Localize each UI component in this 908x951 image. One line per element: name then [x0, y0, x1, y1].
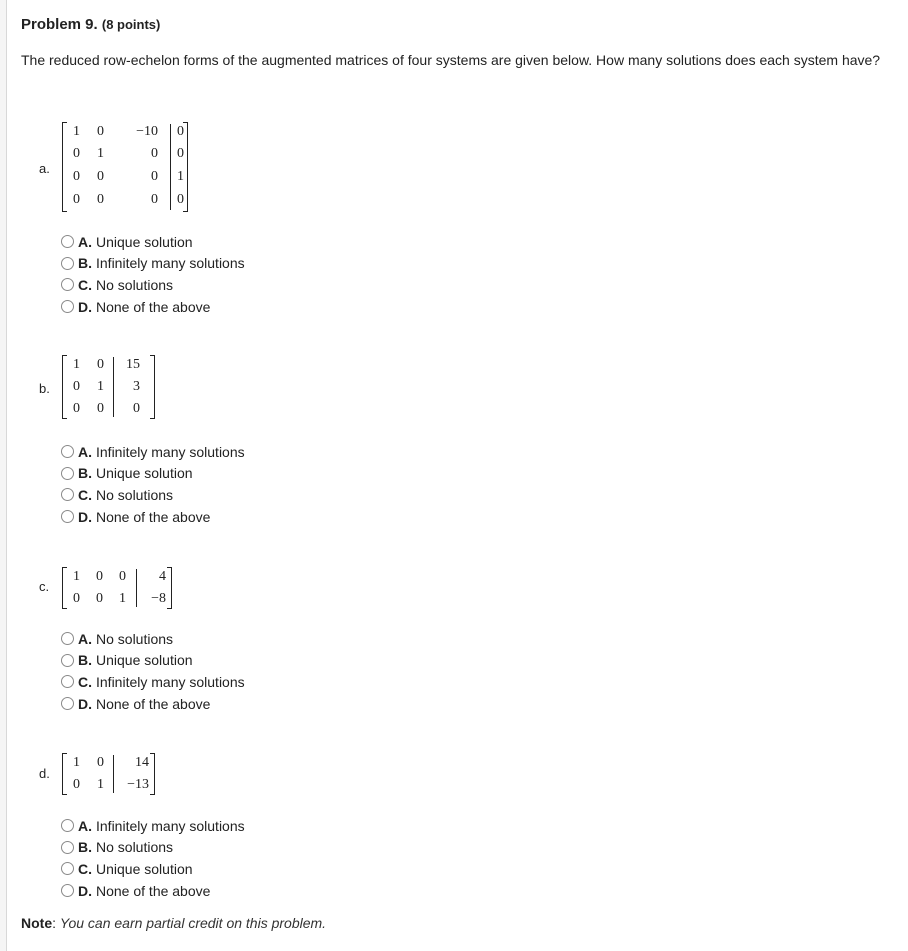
partial-credit-note: Note: You can earn partial credit on this problem.	[21, 915, 327, 931]
matrix-cell: −13	[127, 777, 149, 792]
option-letter: C.	[78, 673, 92, 690]
option-label: No solutions	[96, 276, 174, 293]
part-d-label: d.	[39, 766, 50, 781]
radio-button[interactable]	[61, 257, 74, 270]
option-letter: B.	[78, 465, 92, 482]
option-b-A[interactable]	[61, 441, 245, 463]
option-c-C[interactable]	[61, 671, 245, 693]
option-label: None of the above	[96, 508, 211, 525]
radio-button[interactable]	[61, 300, 74, 313]
option-c-B[interactable]	[61, 650, 245, 672]
radio-button[interactable]	[61, 510, 74, 523]
option-label: Unique solution	[96, 233, 193, 250]
option-label: Infinitely many solutions	[96, 443, 245, 460]
matrix-cell: 0	[73, 379, 80, 394]
option-d-B[interactable]	[61, 837, 245, 859]
option-label: Unique solution	[96, 860, 193, 877]
radio-button[interactable]	[61, 841, 74, 854]
matrix-cell: 0	[151, 169, 158, 184]
option-letter: A.	[78, 817, 92, 834]
part-b-options	[61, 441, 245, 527]
matrix-cell: 0	[151, 146, 158, 161]
question-text: The reduced row-echelon forms of the augmented matrices of four systems are given below. How many solutions does each system have?	[21, 52, 881, 68]
option-label: No solutions	[96, 630, 174, 647]
radio-button[interactable]	[61, 235, 74, 248]
radio-button[interactable]	[61, 697, 74, 710]
option-a-D[interactable]	[61, 296, 245, 318]
matrix-cell: 0	[73, 169, 80, 184]
option-label: Unique solution	[96, 465, 193, 482]
radio-button[interactable]	[61, 445, 74, 458]
option-a-A[interactable]	[61, 231, 245, 253]
radio-button[interactable]	[61, 675, 74, 688]
option-a-C[interactable]	[61, 274, 245, 296]
matrix-cell: 0	[73, 146, 80, 161]
matrix-cell: 0	[97, 192, 104, 207]
right-bracket	[150, 355, 155, 419]
matrix-cell: 0	[133, 401, 140, 416]
matrix-cell: 0	[97, 401, 104, 416]
augment-divider	[136, 569, 137, 607]
option-d-C[interactable]	[61, 858, 245, 880]
matrix-cell: 14	[135, 755, 149, 770]
augment-divider	[113, 755, 114, 793]
radio-button[interactable]	[61, 819, 74, 832]
problem-number: Problem 9.	[21, 16, 98, 33]
augment-divider	[113, 357, 114, 417]
option-letter: D.	[78, 298, 92, 315]
matrix-cell: 0	[177, 146, 184, 161]
matrix-cell: 1	[97, 146, 104, 161]
option-label: Infinitely many solutions	[96, 255, 245, 272]
matrix-cell: 1	[97, 777, 104, 792]
option-d-D[interactable]	[61, 880, 245, 902]
option-label: None of the above	[96, 695, 211, 712]
option-letter: C.	[78, 276, 92, 293]
matrix-cell: 0	[73, 401, 80, 416]
matrix-cell: 1	[177, 169, 184, 184]
right-bracket	[150, 753, 155, 795]
part-a-label: a.	[39, 161, 50, 176]
matrix-cell: 3	[133, 379, 140, 394]
matrix-cell: 0	[96, 569, 103, 584]
option-letter: B.	[78, 839, 92, 856]
problem-title	[21, 16, 160, 33]
note-label: Note	[21, 915, 53, 931]
radio-button[interactable]	[61, 884, 74, 897]
radio-button[interactable]	[61, 862, 74, 875]
matrix-cell: 1	[119, 591, 126, 606]
matrix-cell: 0	[97, 124, 104, 139]
radio-button[interactable]	[61, 654, 74, 667]
note-text: You can earn partial credit on this problem.	[59, 915, 327, 931]
matrix-cell: 0	[97, 169, 104, 184]
matrix-cell: 0	[73, 777, 80, 792]
matrix-cell: 1	[97, 379, 104, 394]
option-letter: D.	[78, 508, 92, 525]
matrix-cell: 1	[73, 755, 80, 770]
matrix-cell: 4	[159, 569, 166, 584]
part-c-label: c.	[39, 579, 50, 594]
matrix-cell: 0	[151, 192, 158, 207]
matrix-cell: 0	[73, 591, 80, 606]
matrix-cell: 15	[126, 357, 140, 372]
option-label: No solutions	[96, 839, 174, 856]
option-letter: A.	[78, 233, 92, 250]
option-c-D[interactable]	[61, 693, 245, 715]
matrix-cell: 0	[119, 569, 126, 584]
option-letter: B.	[78, 652, 92, 669]
radio-button[interactable]	[61, 278, 74, 291]
option-label: Infinitely many solutions	[96, 673, 245, 690]
option-label: Unique solution	[96, 652, 193, 669]
option-b-B[interactable]	[61, 463, 245, 485]
option-label: None of the above	[96, 882, 211, 899]
option-letter: B.	[78, 255, 92, 272]
option-letter: A.	[78, 630, 92, 647]
option-letter: C.	[78, 860, 92, 877]
problem-points: (8 points)	[101, 17, 161, 32]
option-a-B[interactable]	[61, 253, 245, 275]
right-bracket	[167, 567, 172, 609]
matrix-cell: −8	[151, 591, 166, 606]
option-b-C[interactable]	[61, 484, 245, 506]
option-label: No solutions	[96, 486, 174, 503]
option-b-D[interactable]	[61, 506, 245, 528]
option-d-A[interactable]	[61, 815, 245, 837]
matrix-cell: 0	[73, 192, 80, 207]
matrix-cell: 1	[73, 124, 80, 139]
matrix-cell: 0	[96, 591, 103, 606]
radio-button[interactable]	[61, 632, 74, 645]
part-d-options	[61, 815, 245, 901]
part-a-options	[61, 231, 245, 317]
matrix-cell: 1	[73, 569, 80, 584]
radio-button[interactable]	[61, 488, 74, 501]
part-c-matrix	[62, 567, 172, 609]
problem-panel	[6, 0, 908, 951]
option-letter: C.	[78, 486, 92, 503]
matrix-cell: 0	[177, 192, 184, 207]
part-b-label: b.	[39, 381, 50, 396]
option-letter: D.	[78, 882, 92, 899]
option-label: None of the above	[96, 298, 211, 315]
part-c-options	[61, 628, 245, 714]
part-d-matrix	[62, 753, 155, 795]
option-letter: D.	[78, 695, 92, 712]
option-c-A[interactable]	[61, 628, 245, 650]
radio-button[interactable]	[61, 467, 74, 480]
matrix-cell: 0	[97, 755, 104, 770]
part-b-matrix	[62, 355, 155, 419]
part-a-matrix	[62, 122, 188, 212]
matrix-cell: 1	[73, 357, 80, 372]
matrix-cell: 0	[177, 124, 184, 139]
matrix-cell: 0	[97, 357, 104, 372]
matrix-cell: −10	[136, 124, 158, 139]
option-label: Infinitely many solutions	[96, 817, 245, 834]
option-letter: A.	[78, 443, 92, 460]
